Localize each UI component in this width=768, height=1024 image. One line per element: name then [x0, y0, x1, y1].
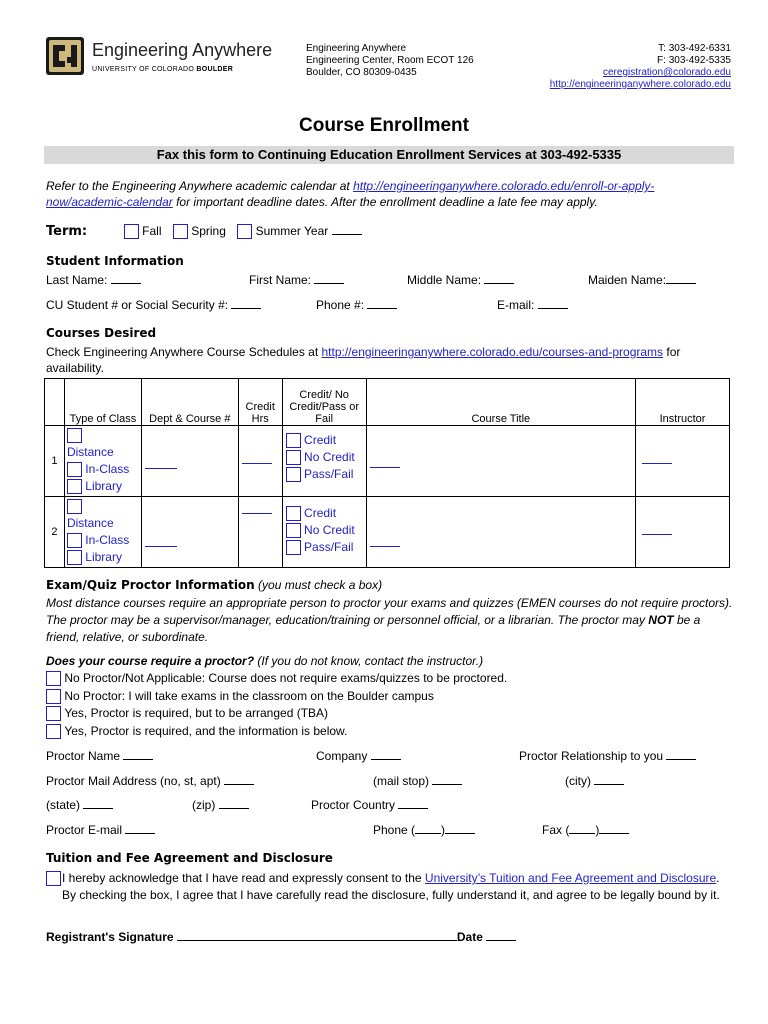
logo-subtitle-b: BOULDER — [196, 66, 234, 73]
proctor-mailstop-field[interactable] — [432, 784, 462, 785]
courses-check-after: for availability. — [46, 345, 681, 375]
course-title-cell[interactable] — [366, 497, 635, 568]
col-header-type: Type of Class — [64, 379, 141, 426]
course-title-field[interactable] — [370, 546, 400, 547]
proctor-state-field[interactable] — [83, 808, 113, 809]
last-name-label: Last Name: — [46, 273, 108, 287]
proctor-city-row — [565, 774, 624, 788]
phone-label: Phone #: — [316, 298, 365, 312]
credit-label: Credit — [304, 433, 337, 447]
logo-subtitle — [92, 66, 233, 73]
proctor-name-label: Proctor Name — [46, 749, 121, 763]
proctor-phone-area-field[interactable] — [415, 833, 441, 834]
proctor-company-row — [316, 749, 401, 763]
credit-checkbox[interactable] — [286, 433, 301, 448]
proctor-option-label: Yes, Proctor is required, and the information is below. — [64, 723, 348, 738]
proctor-phone-field[interactable] — [445, 833, 475, 834]
proctor-heading: Exam/Quiz Proctor Information — [46, 578, 255, 592]
term-year-label: Year — [304, 224, 329, 238]
tuition-text — [62, 870, 722, 904]
no-credit-label: No Credit — [304, 523, 355, 537]
contact-email-link[interactable]: ceregistration@colorado.edu — [602, 67, 731, 78]
proctor-fax-label: Fax ( — [542, 823, 570, 837]
contact-phone: T: 303-492-6331 — [658, 43, 731, 54]
tuition-text-a: I hereby acknowledge that I have read and expressly consent to the — [62, 871, 425, 885]
term-row — [46, 224, 362, 239]
proctor-desc-not: NOT — [648, 613, 674, 627]
middle-name-label: Middle Name: — [407, 273, 482, 287]
academic-calendar-link[interactable]: http://engineeringanywhere.colorado.edu/enroll-or-apply-now/academic-calendar — [46, 179, 655, 209]
proctor-options — [46, 670, 507, 740]
email-row — [497, 298, 568, 312]
contact-block — [550, 43, 731, 91]
signature-field[interactable] — [177, 940, 457, 941]
proctor-email-label: Proctor E-mail — [46, 823, 123, 837]
address-line: Engineering Anywhere — [306, 43, 407, 54]
courses-table — [44, 378, 730, 568]
proctor-company-label: Company — [316, 749, 368, 763]
term-summer-checkbox[interactable] — [237, 224, 252, 239]
proctor-mailstop-row — [373, 774, 462, 788]
term-label: Term: — [46, 224, 88, 239]
term-fall-label: Fall — [142, 224, 162, 238]
table-header-row — [45, 379, 730, 426]
instructor-cell[interactable] — [636, 426, 730, 497]
proctor-city-label: (city) — [565, 774, 591, 788]
cu-student-row — [46, 298, 261, 312]
pass-fail-label: Pass/Fail — [304, 540, 354, 554]
last-name-field[interactable] — [111, 283, 141, 284]
middle-name-row — [407, 273, 514, 287]
student-heading: Student Information — [46, 254, 184, 268]
first-name-row — [249, 273, 344, 287]
cu-student-field[interactable] — [231, 308, 261, 309]
date-label: Date — [456, 930, 483, 944]
credit-option-cell — [282, 497, 366, 568]
contact-website-link[interactable]: http://engineeringanywhere.colorado.edu — [549, 79, 731, 90]
courses-heading: Courses Desired — [46, 326, 157, 340]
proctor-desc-b: be a friend, relative, or subordinate. — [46, 613, 701, 644]
address-line: Engineering Center, Room ECOT 126 — [306, 55, 474, 66]
logo-name: Engineering Anywhere — [92, 40, 273, 60]
first-name-label: First Name: — [249, 273, 312, 287]
in-class-checkbox[interactable] — [67, 533, 82, 548]
proctor-phone-row: Phone ( ) — [373, 823, 475, 837]
row-number: 2 — [45, 497, 65, 568]
in-class-label: In-Class — [85, 462, 130, 476]
address-block — [306, 43, 474, 79]
proctor-city-field[interactable] — [594, 784, 624, 785]
proctor-relationship-label: Proctor Relationship to you — [519, 749, 664, 763]
logo-subtitle-a: UNIVERSITY OF COLORADO — [92, 66, 197, 73]
proctor-option-label: No Proctor/Not Applicable: Course does not require exams/quizzes to be proctored. — [64, 671, 508, 685]
term-spring-label: Spring — [191, 224, 226, 238]
dept-course-cell[interactable] — [141, 497, 238, 568]
library-label: Library — [85, 550, 122, 564]
proctor-email-row — [46, 823, 155, 837]
proctor-name-field[interactable] — [123, 759, 153, 760]
proctor-desc-a: Most distance courses require an appropriate person to proctor your exams and quizzes (EMEN courses do not require proctors). The proctor may be a supervisor/manager, education/training or personnel official, or a librarian. The proctor may — [46, 596, 733, 627]
proctor-heading-note: (you must check a box) — [254, 578, 383, 592]
proctor-option-checkbox[interactable] — [46, 671, 61, 686]
courses-check-text — [46, 344, 736, 376]
proctor-question-note: (If you do not know, contact the instructor.) — [254, 654, 484, 668]
intro-before: Refer to the Engineering Anywhere academic calendar at — [46, 179, 354, 193]
cu-student-label: CU Student # or Social Security #: — [46, 298, 229, 312]
proctor-mailstop-label: (mail stop) — [373, 774, 430, 788]
proctor-name-row — [46, 749, 153, 763]
table-row — [45, 497, 730, 568]
dept-course-cell[interactable] — [141, 426, 238, 497]
instructor-field[interactable] — [642, 463, 672, 464]
pass-fail-checkbox[interactable] — [286, 540, 301, 555]
proctor-country-field[interactable] — [398, 808, 428, 809]
intro-after: for important deadline dates. After the enrollment deadline a late fee may apply. — [172, 195, 598, 209]
col-header-instructor: Instructor — [636, 379, 730, 426]
proctor-question-text: Does your course require a proctor? — [46, 654, 255, 668]
distance-label: Distance — [66, 445, 114, 459]
phone-field[interactable] — [367, 308, 397, 309]
proctor-option-checkbox[interactable] — [46, 724, 61, 739]
signature-row — [46, 930, 516, 944]
proctor-option-checkbox[interactable] — [46, 706, 61, 721]
proctor-zip-label: (zip) — [192, 798, 216, 812]
proctor-state-label: (state) — [46, 798, 81, 812]
cu-logo-icon — [45, 36, 85, 76]
signature-label: Registrant's Signature — [46, 930, 174, 944]
class-type-cell — [64, 426, 141, 497]
first-name-field[interactable] — [314, 283, 344, 284]
tuition-checkbox-wrap — [46, 871, 61, 886]
tuition-agreement-link[interactable]: University’s Tuition and Fee Agreement and Disclosure — [424, 871, 717, 885]
col-header-course-title: Course Title — [366, 379, 635, 426]
proctor-company-field[interactable] — [371, 759, 401, 760]
class-type-cell — [64, 497, 141, 568]
email-label: E-mail: — [497, 298, 535, 312]
credit-checkbox[interactable] — [286, 506, 301, 521]
maiden-name-row — [588, 273, 696, 287]
distance-checkbox[interactable] — [67, 499, 82, 514]
proctor-country-row — [311, 798, 428, 812]
intro-text — [46, 178, 726, 210]
instructor-field[interactable] — [642, 534, 672, 535]
tuition-agree-checkbox[interactable] — [46, 871, 61, 886]
col-header-number — [45, 379, 65, 426]
maiden-name-label: Maiden Name: — [588, 273, 667, 287]
tuition-text-b: . By checking the box, I agree that I have carefully read the disclosure, fully understand it, and agree to be legally bound by it. — [62, 871, 720, 902]
proctor-question — [46, 654, 483, 668]
fax-banner: Fax this form to Continuing Education Enrollment Services at 303-492-5335 — [44, 146, 734, 164]
instructor-cell[interactable] — [636, 497, 730, 568]
credit-option-cell — [282, 426, 366, 497]
course-title-cell[interactable] — [366, 426, 635, 497]
dept-course-field[interactable] — [145, 546, 177, 547]
middle-name-field[interactable] — [484, 283, 514, 284]
proctor-mail-label: Proctor Mail Address (no, st, apt) — [46, 774, 221, 788]
term-summer-label: Summer — [255, 224, 301, 238]
contact-fax: F: 303-492-5335 — [657, 55, 731, 66]
table-row — [45, 426, 730, 497]
address-line: Boulder, CO 80309-0435 — [306, 67, 417, 78]
no-credit-label: No Credit — [304, 450, 355, 464]
in-class-checkbox[interactable] — [67, 462, 82, 477]
term-year-field[interactable] — [332, 234, 362, 235]
credit-label: Credit — [304, 506, 337, 520]
proctor-country-label: Proctor Country — [311, 798, 396, 812]
term-spring-checkbox[interactable] — [173, 224, 188, 239]
maiden-name-field[interactable] — [666, 283, 696, 284]
proctor-phone-label: Phone ( — [373, 823, 416, 837]
proctor-description — [46, 595, 736, 646]
proctor-mail-field[interactable] — [224, 784, 254, 785]
courses-programs-link[interactable]: http://engineeringanywhere.colorado.edu/courses-and-programs — [321, 345, 664, 359]
no-credit-checkbox[interactable] — [286, 523, 301, 538]
proctor-option-label: No Proctor: I will take exams in the classroom on the Boulder campus — [64, 688, 434, 703]
tuition-heading: Tuition and Fee Agreement and Disclosure — [46, 851, 333, 865]
no-credit-checkbox[interactable] — [286, 450, 301, 465]
proctor-heading-row — [46, 577, 382, 593]
pass-fail-label: Pass/Fail — [304, 467, 354, 481]
proctor-zip-field[interactable] — [219, 808, 249, 809]
row-number: 1 — [45, 426, 65, 497]
proctor-state-row — [46, 798, 113, 812]
page-title: Course Enrollment — [299, 115, 469, 136]
proctor-fax-field[interactable] — [599, 833, 629, 834]
credit-hrs-cell[interactable] — [238, 497, 282, 568]
dept-course-field[interactable] — [145, 468, 177, 469]
proctor-relationship-field[interactable] — [666, 759, 696, 760]
proctor-option-label: Yes, Proctor is required, but to be arranged (TBA) — [64, 706, 329, 720]
library-checkbox[interactable] — [67, 550, 82, 565]
pass-fail-checkbox[interactable] — [286, 467, 301, 482]
distance-checkbox[interactable] — [67, 428, 82, 443]
distance-label: Distance — [66, 516, 114, 530]
in-class-label: In-Class — [85, 533, 130, 547]
credit-hrs-cell[interactable] — [238, 426, 282, 497]
phone-row — [316, 298, 397, 312]
course-title-field[interactable] — [370, 467, 400, 468]
proctor-relationship-row — [519, 749, 696, 763]
proctor-fax-area-field[interactable] — [569, 833, 595, 834]
proctor-option-checkbox[interactable] — [46, 689, 61, 704]
proctor-fax-row: Fax ( ) — [542, 823, 629, 837]
library-label: Library — [85, 479, 122, 493]
proctor-zip-row — [192, 798, 249, 812]
courses-check-before: Check Engineering Anywhere Course Schedules at — [46, 345, 322, 359]
col-header-credit-option: Credit/ No Credit/Pass or Fail — [282, 379, 366, 426]
term-fall-checkbox[interactable] — [124, 224, 139, 239]
library-checkbox[interactable] — [67, 479, 82, 494]
col-header-credit-hrs: Credit Hrs — [238, 379, 282, 426]
email-field[interactable] — [538, 308, 568, 309]
proctor-mail-row — [46, 774, 254, 788]
col-header-dept: Dept & Course # — [141, 379, 238, 426]
proctor-email-field[interactable] — [125, 833, 155, 834]
credit-hrs-field[interactable] — [242, 513, 272, 514]
date-field[interactable] — [486, 940, 516, 941]
last-name-row — [46, 273, 141, 287]
credit-hrs-field[interactable] — [242, 463, 272, 464]
